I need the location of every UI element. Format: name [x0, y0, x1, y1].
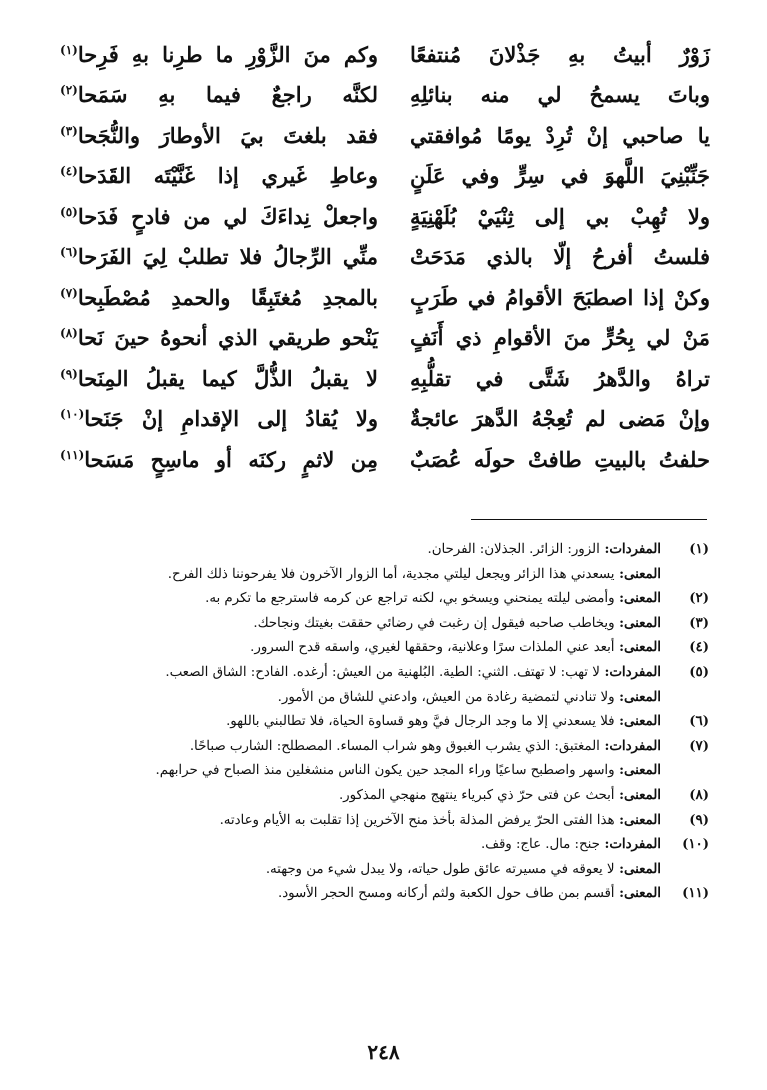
footnote-label: المفردات: [604, 664, 661, 680]
footnote-label: المعنى: [619, 689, 661, 705]
second-hemistich: مِن لاثمٍ ركنَه أو ماسِحٍ مَسَحا$^{(١١)}$ [60, 446, 378, 472]
footnote [49, 686, 709, 711]
footnote [49, 759, 709, 784]
footnote-mark: (٩) [60, 366, 78, 381]
footnote-label: المعنى: [619, 615, 661, 631]
footnote-number: (١١) [682, 886, 709, 902]
footnote [49, 661, 709, 686]
footnote-mark: (١١) [60, 447, 85, 462]
verse [60, 75, 710, 116]
footnote-mark: (٦) [60, 245, 78, 260]
footnote-text: لا يعوقه في مسيرته عائق طول حياته، ولا يبدل شيء من وجهته. [265, 861, 615, 877]
first-hemistich: زَوْرٌ أبيتُ بهِ جَذْلانَ مُنتفعًا [410, 41, 710, 67]
first-hemistich: فلستُ أفرحُ إلّا بالذي مَدَحَتْ [410, 244, 710, 270]
footnote-text: جنح: مال. عاج: وقف. [480, 837, 600, 853]
footnotes [49, 538, 709, 907]
second-hemistich: وعاطِ غَيري إذا غَنَّيْتَه القَدَحا$^{(٤)}$ [60, 163, 378, 189]
second-hemistich: ولا يُقادُ إلى الإقدامِ إنْ جَنَحا$^{(١٠)}$ [60, 406, 378, 432]
footnote [49, 833, 709, 858]
first-hemistich: حلفتُ بالبيتِ طافتْ حولَه عُصَبٌ [410, 446, 710, 472]
footnote-text: أقسم بمن طاف حول الكعبة ولثم أركانه ومسح الحجر الأسود. [278, 886, 615, 902]
footnote [49, 882, 709, 907]
footnote-text: واسهر واصطبح ساعيًا وراء المجد حين يكون الناس منشغلين منذ الصباح في حرابهم. [155, 763, 615, 779]
footnote-number: (١) [689, 542, 709, 557]
second-hemistich: منِّي الرِّجالُ فلا تطلبْ لِيَ الفَرَحا$^{(٦)}$ [60, 244, 378, 270]
footnote-label: المعنى: [619, 591, 661, 607]
footnote-mark: (١٠) [60, 407, 85, 422]
first-hemistich: وكنْ إذا اصطبَحَ الأقوامُ في طَرَبٍ [410, 284, 710, 310]
second-hemistich: وكم منَ الزَّوْرِ ما طرِنا بهِ فَرِحا$^{(١)}$ [60, 41, 378, 67]
footnote-label: المعنى: [619, 812, 661, 828]
second-hemistich: فقد بلغتَ بيَ الأوطارَ والنُّجَحا$^{(٣)}$ [60, 122, 378, 148]
footnote-mark: (١) [60, 42, 78, 57]
footnote-text: وأمضى ليلته يمنحني ويسخو بي، لكنه تراجع عن كرمه فاسترجع ما تكرم به. [205, 591, 615, 607]
verse [60, 318, 710, 359]
footnote-mark: (٨) [60, 326, 78, 341]
footnote [49, 735, 709, 760]
footnote-divider [471, 519, 707, 520]
footnote-label: المفردات: [604, 738, 661, 754]
footnote-mark: (٣) [60, 123, 78, 138]
verse [60, 358, 710, 399]
footnote-text: لا تهب: لا تهتف. الثني: الطية. البُلهنية من العيش: أرغده. الفادح: الشاق الصعب. [165, 664, 600, 680]
footnote [49, 784, 709, 809]
first-hemistich: وإنْ مَضى لم تُعِجْهُ الدَّهرَ عائجةٌ [410, 406, 710, 432]
footnote [49, 858, 709, 883]
verse [60, 34, 710, 75]
footnote-text: أبعد عني الملذات سرًا وعلانية، وحققها لغيري، واسقه قدح السرور. [250, 640, 615, 656]
footnote-label: المعنى: [619, 861, 661, 877]
first-hemistich: تراهُ والدَّهرُ شَتَّى في تقلُّبِهِ [410, 365, 710, 391]
first-hemistich: ولا تُهِبْ بي إلى ثِنْيَيْ بُلَهْنِيَةٍ [410, 203, 710, 229]
first-hemistich: مَنْ لي بِحُرٍّ منَ الأقوامِ ذي أَنَفٍ [410, 325, 710, 351]
footnote-text: ولا تنادني لتمضية رغادة من العيش، وادعني للشاق من الأمور. [277, 689, 615, 705]
verse [60, 156, 710, 197]
footnote [49, 636, 709, 661]
footnote-number: (١٠) [682, 837, 709, 853]
footnote-text: فلا يسعدني إلا ما وجد الرجال فيَّ وهو قساوة الحياة، فلا تطالبني باللهو. [226, 714, 615, 730]
footnote [49, 587, 709, 612]
footnote-label: المفردات: [604, 542, 661, 557]
footnote-mark: (٧) [60, 285, 78, 300]
footnote-number: (٩) [689, 812, 709, 828]
footnote-text: هذا الفتى الحرّ يرفض المذلة بأخذ منح الآخرين إذا تقلبت به الأيام وعادته. [219, 812, 615, 828]
first-hemistich: وباتَ يسمحُ لي منه بنائلِهِ [410, 82, 710, 108]
first-hemistich: يا صاحبي إنْ تُرِدْ يومًا مُوافقتي [410, 122, 710, 148]
footnote [49, 612, 709, 637]
page-number: ٢٤٨ [367, 1040, 400, 1064]
second-hemistich: لا يقبلُ الذُّلَّ كيما يقبلُ المِنَحا$^{(٩)}$ [60, 365, 378, 391]
first-hemistich: جَنِّبْنِيَ اللَّهوَ في سِرٍّ وفي عَلَنٍ [410, 163, 710, 189]
footnote-label: المعنى: [619, 763, 661, 779]
verse [60, 237, 710, 278]
verse [60, 439, 710, 480]
footnote-text: يسعدني هذا الزائر ويجعل ليلتي مجدية، أما الزوار الآخرون فلا يفرحوننا ذلك الفرح. [167, 566, 615, 582]
verse [60, 196, 710, 237]
footnote-label: المعنى: [619, 886, 661, 902]
footnote-label: المعنى: [619, 566, 661, 582]
footnote-label: المعنى: [619, 787, 661, 803]
footnote-number: (٤) [689, 640, 709, 656]
footnote-text: الزور: الزائر. الجذلان: الفرحان. [427, 542, 600, 557]
footnote-label: المعنى: [619, 714, 661, 730]
verse [60, 277, 710, 318]
verse [60, 399, 710, 440]
footnote [49, 710, 709, 735]
second-hemistich: بالمجدِ مُغتَبِقًا والحمدِ مُصْطَبِحا$^{(٧)}$ [60, 284, 378, 310]
second-hemistich: واجعلْ نِداءَكَ لي من فادحٍ فَدَحا$^{(٥)}$ [60, 203, 378, 229]
second-hemistich: يَنْحو طريقي الذي أنحوهُ حينَ نَحا$^{(٨)}$ [60, 325, 378, 351]
poem [60, 34, 710, 480]
footnote-number: (٥) [689, 664, 709, 680]
footnote [49, 809, 709, 834]
footnote-mark: (٥) [60, 204, 78, 219]
footnote-number: (٨) [689, 787, 709, 803]
footnote-number: (٢) [689, 591, 709, 607]
footnote-mark: (٢) [60, 83, 78, 98]
footnote-label: المفردات: [604, 837, 661, 853]
footnote-text: ويخاطب صاحبه فيقول إن رغبت في رضائي حققت بغيتك ونجاحك. [253, 615, 615, 631]
footnote-number: (٧) [689, 738, 709, 754]
footnote-number: (٦) [689, 714, 709, 730]
footnote [49, 538, 709, 563]
footnote-text: المغتبق: الذي يشرب الغبوق وهو شراب المساء. المصطلح: الشارب صباحًا. [189, 738, 600, 754]
verse [60, 115, 710, 156]
second-hemistich: لكنَّه راجعٌ فيما بهِ سَمَحا$^{(٢)}$ [60, 82, 378, 108]
footnote-label: المعنى: [619, 640, 661, 656]
footnote-number: (٣) [689, 615, 709, 631]
footnote-text: أبحث عن فتى حرّ ذي كبرياء ينتهج منهجي المذكور. [338, 787, 615, 803]
footnote-mark: (٤) [60, 164, 78, 179]
footnote [49, 563, 709, 588]
